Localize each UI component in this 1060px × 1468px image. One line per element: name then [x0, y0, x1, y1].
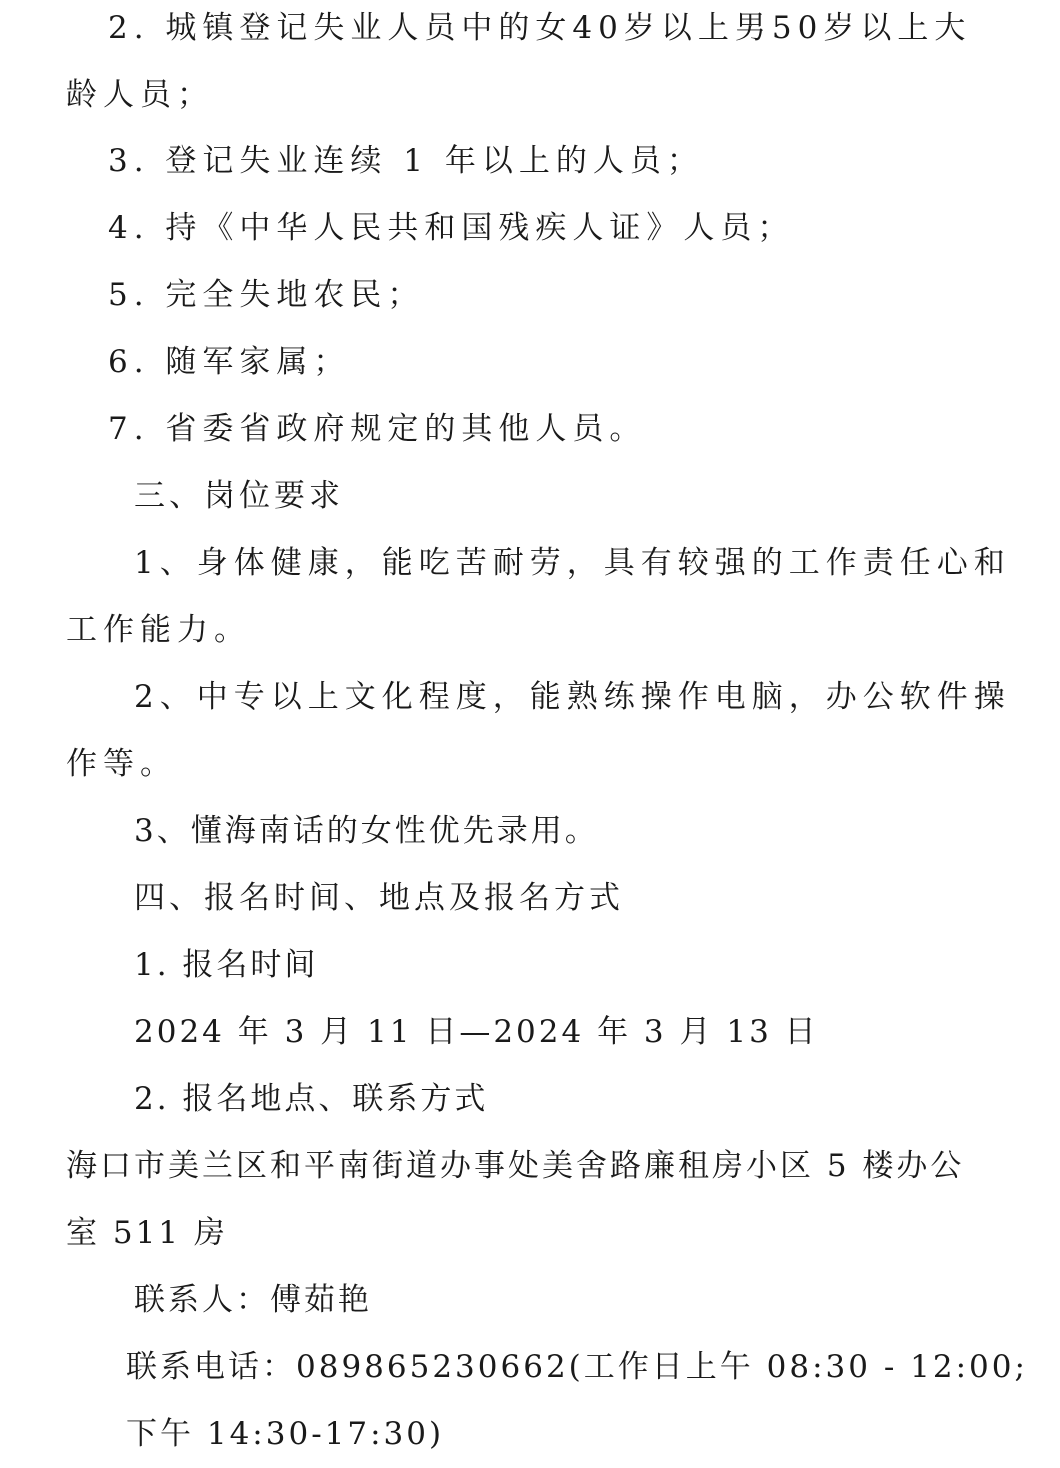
requirement-3: 3、懂海南话的女性优先录用。 — [134, 813, 599, 849]
registration-address-line-1: 海口市美兰区和平南街道办事处美舍路廉租房小区 5 楼办公 — [66, 1148, 965, 1184]
contact-phone-line-1: 联系电话：089865230662(工作日上午 08:30 - 12:00; — [126, 1349, 1028, 1385]
eligibility-item-7: 7. 省委省政府规定的其他人员。 — [108, 411, 647, 447]
eligibility-item-2-line-1: 2. 城镇登记失业人员中的女40岁以上男50岁以上大 — [108, 10, 972, 46]
registration-address-line-2: 室 511 房 — [66, 1215, 228, 1251]
contact-phone-line-2: 下午 14:30-17:30) — [126, 1416, 445, 1452]
eligibility-item-3: 3. 登记失业连续 1 年以上的人员； — [108, 143, 704, 179]
eligibility-item-6: 6. 随军家属； — [108, 344, 351, 380]
section-heading-requirements: 三、岗位要求 — [134, 478, 344, 514]
requirement-2-line-1: 2、中专以上文化程度，能熟练操作电脑，办公软件操 — [134, 679, 1011, 715]
contact-person: 联系人：傅茹艳 — [134, 1282, 372, 1318]
eligibility-item-2-line-2: 龄人员； — [66, 77, 214, 113]
requirement-1-line-1: 1、身体健康，能吃苦耐劳，具有较强的工作责任心和 — [134, 545, 1011, 581]
requirement-1-line-2: 工作能力。 — [66, 612, 251, 648]
eligibility-item-5: 5. 完全失地农民； — [108, 277, 425, 313]
requirement-2-line-2: 作等。 — [66, 746, 177, 782]
eligibility-item-4: 4. 持《中华人民共和国残疾人证》人员； — [108, 210, 795, 246]
registration-time-value: 2024 年 3 月 11 日—2024 年 3 月 13 日 — [134, 1014, 819, 1050]
registration-place-label: 2. 报名地点、联系方式 — [134, 1081, 489, 1117]
registration-time-label: 1. 报名时间 — [134, 947, 319, 983]
section-heading-registration: 四、报名时间、地点及报名方式 — [134, 880, 624, 916]
